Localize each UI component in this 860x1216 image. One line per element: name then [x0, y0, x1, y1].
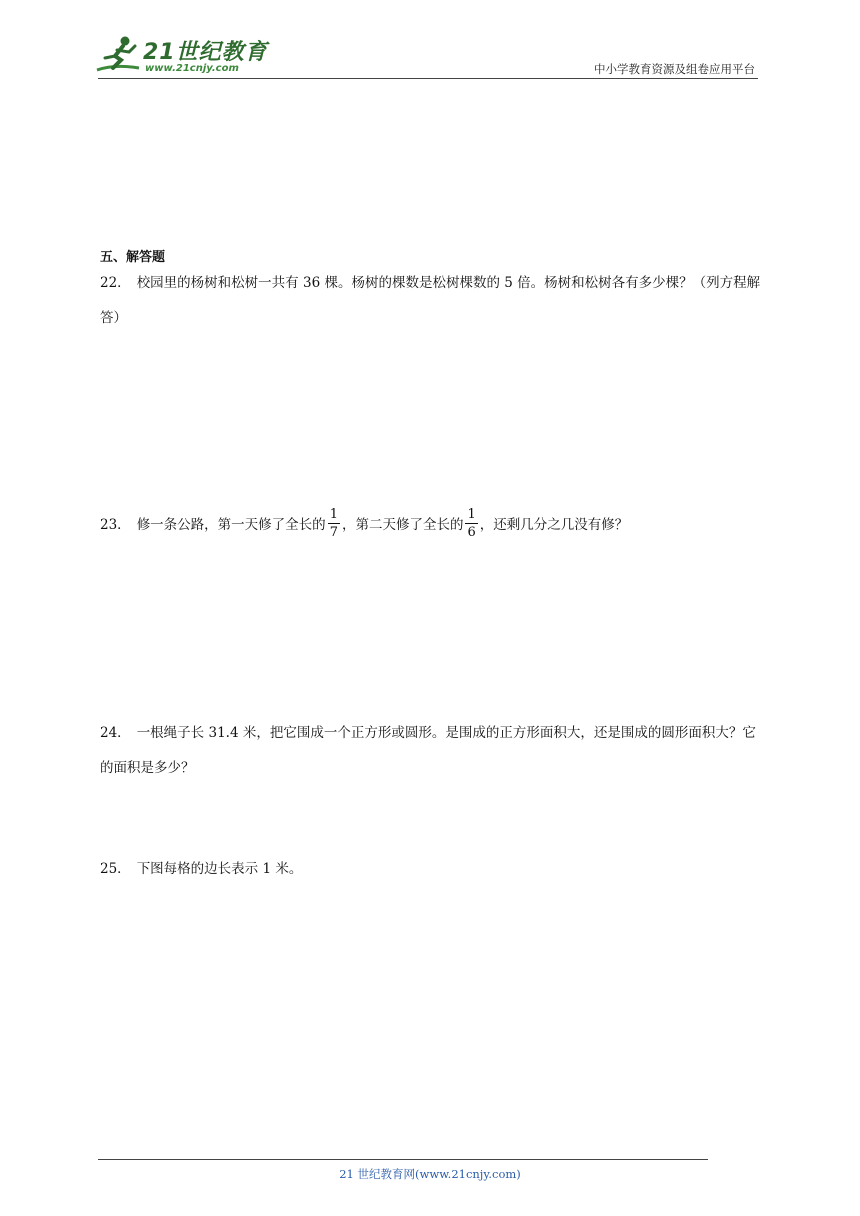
- section-title: 五、解答题: [100, 250, 166, 265]
- question-text-part-2: ，第二天修了全长的: [341, 517, 464, 533]
- question-24: [100, 716, 762, 786]
- fraction-one-sixth: [465, 508, 477, 539]
- question-number: 25．: [100, 861, 131, 877]
- fraction-one-seventh: [328, 508, 340, 539]
- question-25: [100, 852, 762, 887]
- runner-icon: [95, 34, 143, 78]
- question-number: 24．: [100, 725, 131, 741]
- footer-link[interactable]: 21 世纪教育网(www.21cnjy.com): [339, 1167, 521, 1181]
- header-divider: [98, 78, 758, 79]
- fraction-numerator: 1: [329, 507, 338, 522]
- question-text: 下图每格的边长表示 1 米。: [136, 861, 303, 877]
- logo-text: 21世纪教育: [143, 40, 268, 65]
- fraction-denominator: 7: [329, 525, 338, 540]
- fraction-denominator: 6: [467, 525, 476, 540]
- question-text-part-1: 修一条公路，第一天修了全长的: [136, 517, 326, 533]
- question-text: 一根绳子长 31.4 米，把它围成一个正方形或圆形。是围成的正方形面积大，还是围成的圆形面积大？它的面积是多少？: [100, 725, 756, 776]
- question-text: 校园里的杨树和松树一共有 36 棵。杨树的棵数是松树棵数的 5 倍。杨树和松树各有多少棵？（列方程解答）: [100, 275, 761, 326]
- question-number: 23．: [100, 517, 131, 533]
- header-tagline: 中小学教育资源及组卷应用平台: [594, 62, 755, 76]
- question-text-part-3: ，还剩几分之几没有修？: [479, 517, 629, 533]
- logo-url: www.21cnjy.com: [145, 63, 239, 74]
- question-number: 22．: [100, 275, 131, 291]
- question-22: [100, 266, 762, 336]
- fraction-numerator: 1: [467, 507, 476, 522]
- question-23: [100, 508, 762, 543]
- site-logo: [95, 34, 268, 78]
- footer-divider: [98, 1159, 708, 1160]
